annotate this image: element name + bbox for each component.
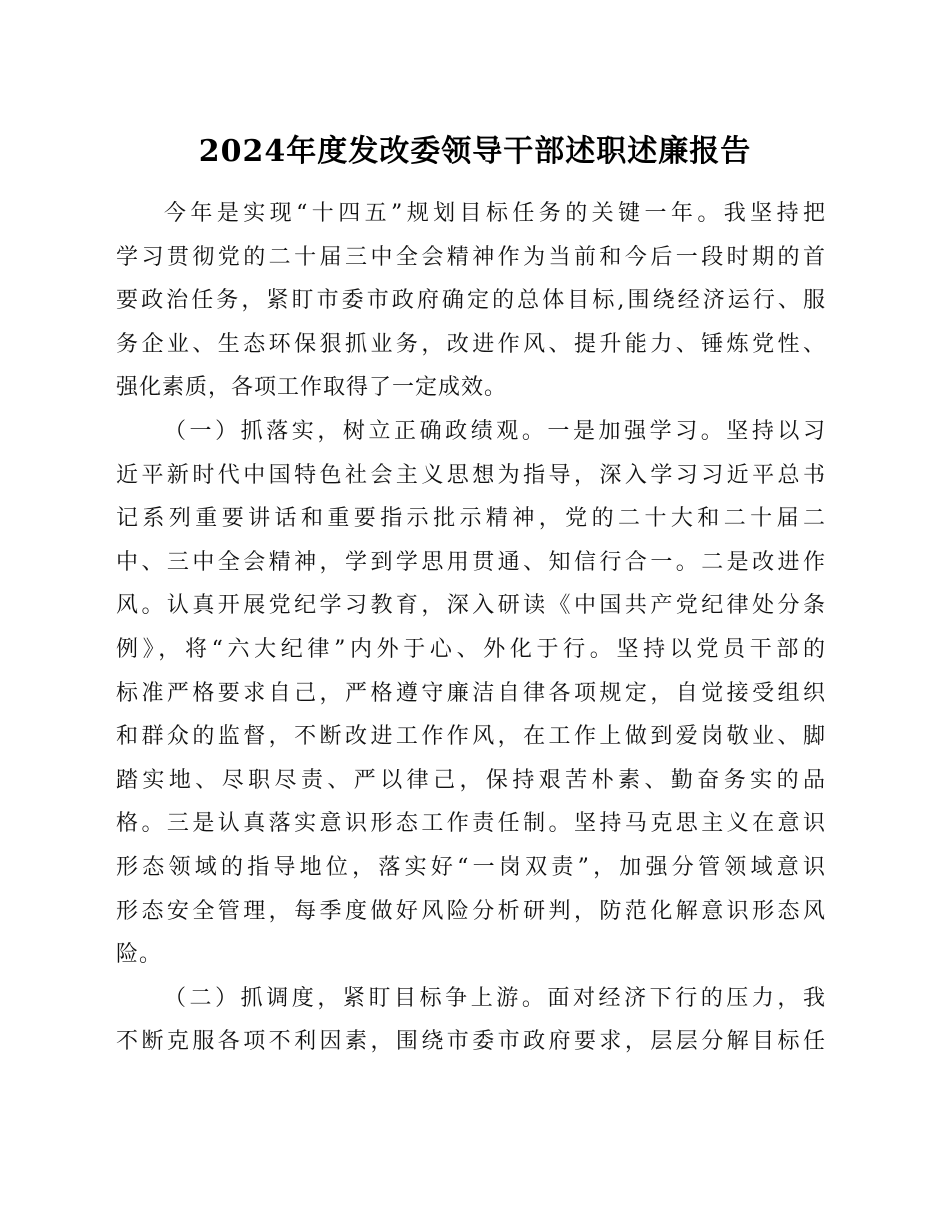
text-line: （二）抓调度，紧盯目标争上游。面对经济下行的压力，我 bbox=[164, 985, 826, 1011]
text-line: 要政治任务，紧盯市委市政府确定的总体目标,围绕经济运行、服 bbox=[116, 288, 826, 314]
text-line: （一）抓落实，树立正确政绩观。一是加强学习。坚持以习 bbox=[164, 418, 826, 444]
text-line: 踏实地、尽职尽责、严以律己，保持艰苦朴素、勤奋务实的品 bbox=[116, 767, 826, 793]
document-title: 2024年度发改委领导干部述职述廉报告 bbox=[198, 134, 752, 169]
text-line: 不断克服各项不利因素，围绕市委市政府要求，层层分解目标任 bbox=[116, 1029, 826, 1055]
text-line: 近平新时代中国特色社会主义思想为指导，深入学习习近平总书 bbox=[116, 462, 826, 488]
text-line: 和群众的监督，不断改进工作作风，在工作上做到爱岗敬业、脚 bbox=[116, 724, 826, 750]
text-line: 风。认真开展党纪学习教育，深入研读《中国共产党纪律处分条 bbox=[116, 593, 826, 619]
text-line: 强化素质，各项工作取得了一定成效。 bbox=[116, 375, 508, 401]
text-line: 学习贯彻党的二十届三中全会精神作为当前和今后一段时期的首 bbox=[116, 244, 826, 270]
text-line: 例》，将“六大纪律”内外于心、外化于行。坚持以党员干部的 bbox=[116, 636, 826, 662]
text-line: 务企业、生态环保狠抓业务，改进作风、提升能力、锤炼党性、 bbox=[116, 331, 826, 357]
text-line: 标准严格要求自己，严格遵守廉洁自律各项规定，自觉接受组织 bbox=[116, 680, 826, 706]
text-line: 格。三是认真落实意识形态工作责任制。坚持马克思主义在意识 bbox=[116, 811, 826, 837]
text-line: 形态安全管理，每季度做好风险分析研判，防范化解意识形态风 bbox=[116, 898, 826, 924]
text-line: 险。 bbox=[116, 942, 163, 968]
text-line: 形态领域的指导地位，落实好“一岗双责”，加强分管领域意识 bbox=[116, 854, 826, 880]
text-line: 今年是实现“十四五”规划目标任务的关键一年。我坚持把 bbox=[164, 201, 826, 226]
text-line: 记系列重要讲话和重要指示批示精神，党的二十大和二十届二 bbox=[116, 506, 826, 532]
document-body bbox=[116, 192, 826, 1064]
text-line: 中、三中全会精神，学到学思用贯通、知信行合一。二是改进作 bbox=[116, 549, 826, 575]
